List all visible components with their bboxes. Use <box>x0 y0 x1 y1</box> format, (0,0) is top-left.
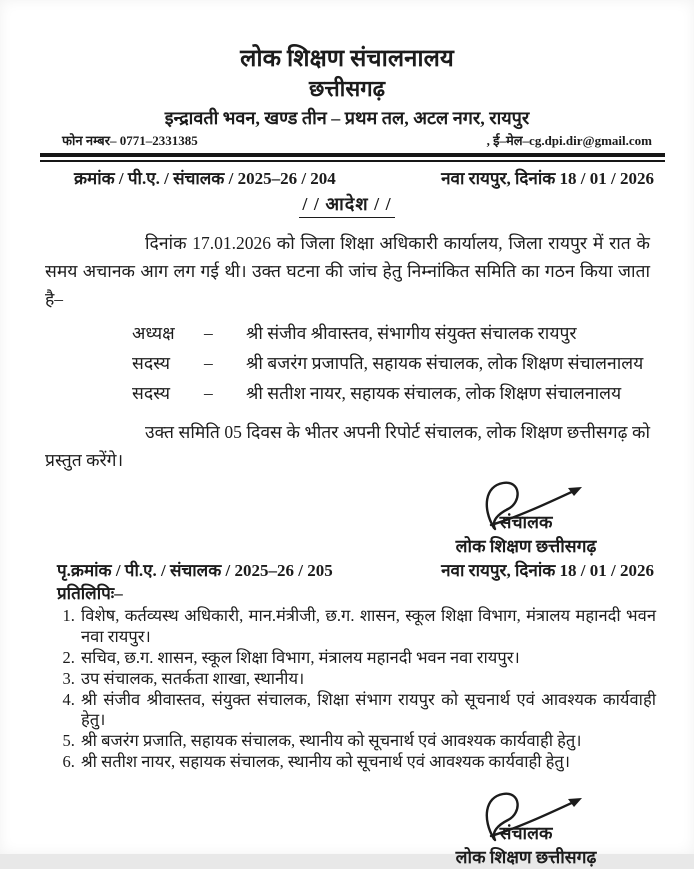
email-address: , ई–मेल–cg.dpi.dir@gmail.com <box>486 133 652 148</box>
contact-row <box>0 132 694 149</box>
copy-list-item: 4. श्री संजीव श्रीवास्तव, संयुक्त संचालक, शिक्षा संभाग रायपुर को सूचनार्थ एवं आवश्यक कार्यवाही हेतु। <box>79 690 656 731</box>
copy-to-label: प्रतिलिपिः– <box>57 584 123 603</box>
letterhead-divider <box>40 153 665 162</box>
signatory-office: लोक शिक्षण छत्तीसगढ़ <box>455 536 597 556</box>
committee-member-name: श्री बजरंग प्रजापति, सहायक संचालक, लोक शिक्षण संचालनालय <box>246 353 644 373</box>
committee-role: अध्यक्ष <box>132 323 175 343</box>
committee-member-name: श्री संजीव श्रीवास्तव, संभागीय संयुक्त संचालक रायपुर <box>246 323 577 343</box>
letterhead <box>0 0 694 131</box>
signatory-office: लोक शिक्षण छत्तीसगढ़ <box>455 846 597 867</box>
committee-dash: – <box>204 353 213 373</box>
endorsement-number: पृ.क्रमांक / पी.ए. / संचालक / 2025–26 / 205 <box>57 561 333 580</box>
signature-block-top <box>416 478 636 558</box>
signatory-designation: संचालक <box>499 822 553 843</box>
committee-list <box>132 320 694 407</box>
order-heading: / / आदेश / / <box>299 192 394 218</box>
committee-role: सदस्य <box>132 383 171 403</box>
signatory-designation: संचालक <box>499 512 553 532</box>
copy-list-item: 2. सचिव, छ.ग. शासन, स्कूल शिक्षा विभाग, मंत्रालय महानदी भवन नवा रायपुर। <box>79 648 656 669</box>
office-title: लोक शिक्षण संचालनालय <box>240 46 454 72</box>
committee-role: सदस्य <box>132 353 171 373</box>
copy-list-item: 3. उप संचालक, सतर्कता शाखा, स्थानीय। <box>79 669 656 690</box>
copy-list-item: 5. श्री बजरंग प्रजाति, सहायक संचालक, स्थानीय को सूचनार्थ एवं आवश्यक कार्यवाही हेतु। <box>79 731 656 752</box>
committee-member-name: श्री सतीश नायर, सहायक संचालक, लोक शिक्षण संचालनालय <box>246 383 622 403</box>
copy-list-item: 6. श्री सतीश नायर, सहायक संचालक, स्थानीय को सूचनार्थ एवं आवश्यक कार्यवाही हेतु। <box>79 752 656 773</box>
endorsement-reference-row <box>0 558 694 582</box>
office-state: छत्तीसगढ़ <box>309 76 385 101</box>
signature-block-bottom <box>416 789 636 869</box>
committee-row <box>132 380 694 407</box>
endorsement-place-date: नवा रायपुर, दिनांक 18 / 01 / 2026 <box>441 561 654 580</box>
phone-number: फोन नम्बर– 0771–2331385 <box>62 133 198 148</box>
body-paragraph-2: उक्त समिति 05 दिवस के भीतर अपनी रिपोर्ट संचालक, लोक शिक्षण छत्तीसगढ़ को प्रस्तुत करेंगे। <box>45 422 650 470</box>
committee-dash: – <box>204 383 213 403</box>
place-and-date: नवा रायपुर, दिनांक 18 / 01 / 2026 <box>441 169 654 188</box>
committee-dash: – <box>204 323 213 343</box>
copy-list-item: 1. विशेष, कर्तव्यस्थ अधिकारी, मान.मंत्रीजी, छ.ग. शासन, स्कूल शिक्षा विभाग, मंत्रालय महानदी भवन नवा रायपुर। <box>79 606 656 647</box>
committee-row <box>132 350 694 377</box>
reference-number: क्रमांक / पी.ए. / संचालक / 2025–26 / 204 <box>74 169 336 188</box>
order-heading-wrap <box>0 192 694 218</box>
reference-row <box>0 162 694 190</box>
office-address: इन्द्रावती भवन, खण्ड तीन – प्रथम तल, अटल नगर, रायपुर <box>164 108 530 128</box>
committee-row <box>132 320 694 347</box>
body-paragraph-1: दिनांक 17.01.2026 को जिला शिक्षा अधिकारी कार्यालय, जिला रायपुर में रात के समय अचानक आग लग गई थी। उक्त घटना की जांच हेतु निम्नांकित समिति का गठन किया जाता है– <box>45 233 650 309</box>
copy-to-list <box>0 606 656 773</box>
